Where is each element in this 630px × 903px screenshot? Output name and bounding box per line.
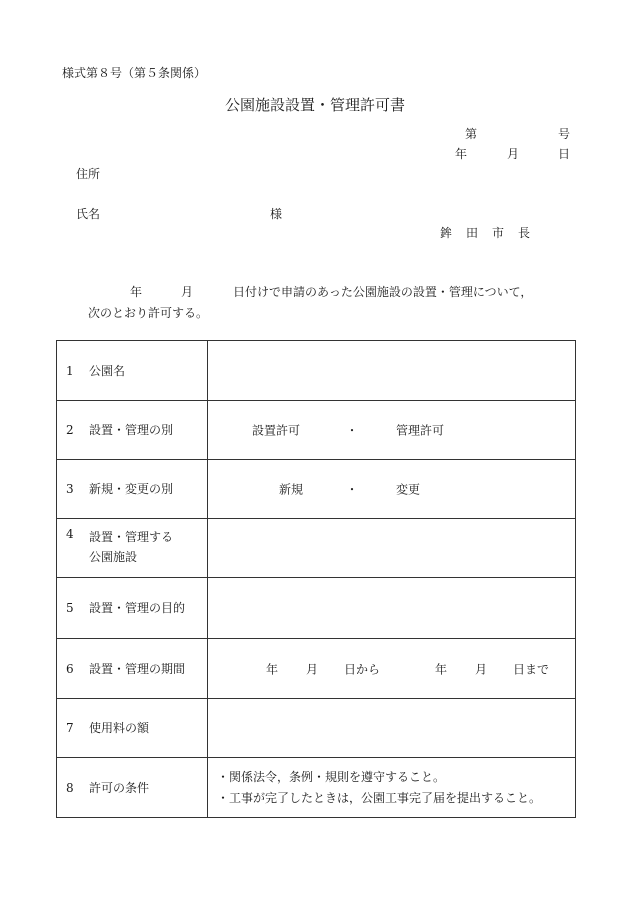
purpose-field[interactable] [208, 578, 576, 639]
option-separator: ・ [346, 482, 359, 497]
row-label: 設置・管理の期間 [89, 661, 186, 676]
fee-amount-field[interactable] [208, 699, 576, 758]
permit-type-field [208, 401, 576, 460]
park-name-field[interactable] [208, 341, 576, 401]
option-install-permit[interactable]: 設置許可 [252, 423, 301, 438]
row-label-line-1: 設置・管理する [89, 530, 174, 544]
row-label: 設置・管理の別 [89, 423, 174, 437]
row-label-cell [57, 460, 208, 519]
date-day: 日 [558, 147, 571, 161]
table-row [57, 758, 576, 818]
table-row [57, 639, 576, 699]
row-number: 8 [66, 780, 74, 795]
period-field[interactable] [208, 639, 576, 699]
mayor-char: 鉾 [440, 226, 453, 240]
period-start-day: 日から [344, 662, 381, 676]
row-label-cell [57, 341, 208, 401]
date-month: 月 [507, 147, 520, 161]
table-row [57, 401, 576, 460]
option-change[interactable]: 変更 [396, 482, 421, 497]
row-number: 5 [66, 601, 74, 615]
table-row [57, 699, 576, 758]
option-separator: ・ [346, 423, 359, 438]
body-line-1: 日付けで申請のあった公園施設の設置・管理について， [233, 285, 533, 299]
mayor-char: 長 [518, 226, 531, 240]
new-or-change-field [208, 460, 576, 519]
period-start-month: 月 [306, 662, 319, 676]
row-label: 許可の条件 [89, 780, 150, 795]
name-label: 氏名 [76, 207, 101, 221]
row-number: 1 [66, 363, 74, 378]
row-label-cell [57, 758, 208, 818]
date-year: 年 [455, 147, 468, 161]
mayor-char: 田 [466, 226, 479, 240]
body-year: 年 [130, 285, 143, 299]
row-label: 使用料の額 [89, 721, 150, 735]
period-end-year: 年 [435, 662, 448, 676]
row-label-cell [57, 401, 208, 460]
row-label-cell [57, 699, 208, 758]
mayor-char: 市 [492, 226, 505, 240]
form-number: 様式第８号（第５条関係） [62, 66, 207, 80]
row-number: 6 [66, 661, 74, 676]
table-row [57, 578, 576, 639]
row-label-line-2: 公園施設 [89, 550, 138, 564]
condition-item: ・工事が完了したときは，公園工事完了届を提出すること。 [217, 791, 542, 805]
period-end-day: 日まで [513, 662, 550, 676]
period-start-year: 年 [266, 662, 279, 676]
condition-item: ・関係法令，条例・規則を遵守すること。 [217, 770, 446, 784]
body-line-2: 次のとおり許可する。 [88, 306, 209, 320]
row-label: 新規・変更の別 [89, 482, 174, 496]
option-manage-permit[interactable]: 管理許可 [396, 423, 445, 438]
row-label-cell [57, 578, 208, 639]
table-row [57, 519, 576, 578]
permit-table [56, 340, 576, 818]
conditions-field [208, 758, 576, 818]
document-title: 公園施設設置・管理許可書 [224, 96, 405, 114]
row-number: 2 [66, 423, 74, 437]
honorific: 様 [270, 207, 283, 221]
doc-number-suffix: 号 [558, 127, 571, 141]
row-label: 設置・管理の目的 [89, 601, 186, 615]
row-label: 公園名 [89, 363, 126, 378]
row-label-cell [57, 519, 208, 578]
option-new[interactable]: 新規 [279, 482, 304, 497]
row-number: 7 [66, 721, 74, 735]
row-number: 4 [66, 527, 74, 541]
address-label: 住所 [76, 167, 101, 181]
table-row [57, 341, 576, 401]
period-end-month: 月 [475, 662, 488, 676]
body-month: 月 [181, 285, 194, 299]
issuer-mayor [440, 224, 530, 241]
facility-field[interactable] [208, 519, 576, 578]
table-row [57, 460, 576, 519]
row-number: 3 [66, 482, 74, 496]
row-label-cell [57, 639, 208, 699]
doc-number-prefix: 第 [465, 127, 478, 141]
